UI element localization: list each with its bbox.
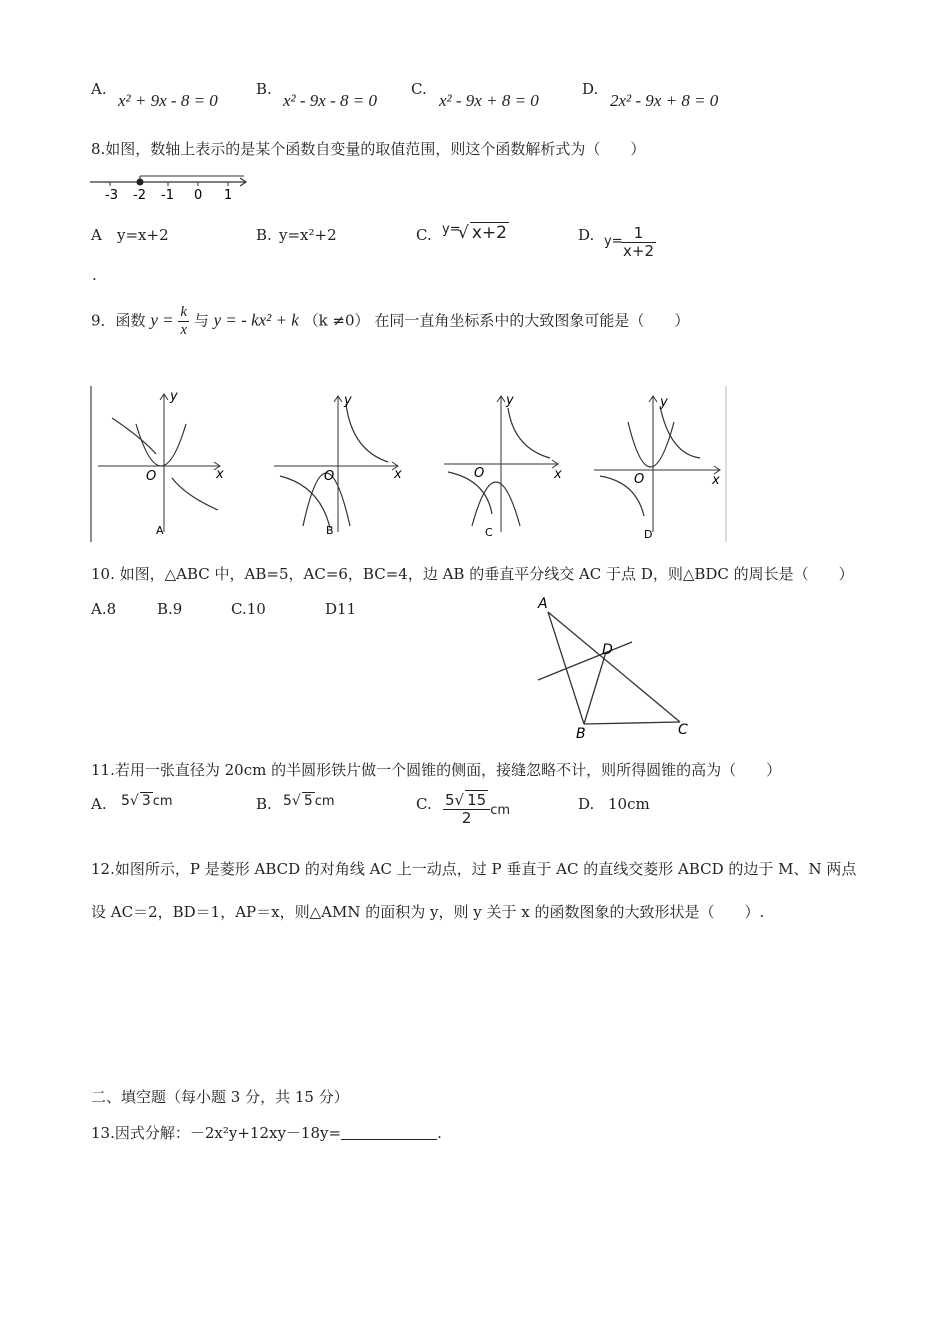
q7-option-a-label: A. bbox=[91, 80, 107, 98]
q11-option-a-expr: 5√ 3 cm bbox=[121, 793, 173, 809]
q7-option-c-label: C. bbox=[411, 80, 427, 98]
q8-number-line bbox=[88, 172, 253, 204]
q7-option-d-label: D. bbox=[582, 80, 599, 98]
graph-d bbox=[594, 395, 720, 541]
graph-a bbox=[98, 389, 224, 537]
q9-number: 9．函数 bbox=[91, 311, 146, 330]
q8-trailing-dot: . bbox=[92, 266, 97, 284]
radicand: 15 bbox=[467, 791, 487, 809]
numerator: 1 bbox=[621, 226, 656, 243]
graph-label: A bbox=[156, 524, 164, 537]
q9-y1: y = bbox=[150, 310, 174, 330]
q8-option-c-prefix: y= bbox=[442, 222, 461, 237]
graph-c bbox=[444, 393, 562, 539]
q7-option-c-equation: x² - 9x + 8 = 0 bbox=[439, 91, 539, 110]
radicand: 5 bbox=[303, 793, 313, 809]
q7-option-d-equation: 2x² - 9x + 8 = 0 bbox=[610, 91, 719, 110]
axis-y-label: y bbox=[170, 389, 178, 404]
coef: 5 bbox=[121, 793, 130, 809]
q13 bbox=[91, 1122, 442, 1143]
numerator: k bbox=[180, 304, 188, 320]
q12-line-2: 设 AC＝2，BD＝1，AP＝x，则△AMN 的面积为 y，则 y 关于 x 的函数图象的大致形状是（ ）. bbox=[91, 903, 765, 921]
origin-label: O bbox=[146, 469, 157, 484]
q8-option-b-label: B. bbox=[256, 226, 272, 244]
q11-option-b-expr: 5√ 5 cm bbox=[283, 793, 335, 809]
fraction bbox=[443, 793, 490, 826]
q13-stem: 13.因式分解：－2x²y+12xy－18y= bbox=[91, 1124, 342, 1142]
q8-option-c-label: C. bbox=[416, 226, 432, 244]
graph-b bbox=[274, 393, 402, 537]
tick-label: -2 bbox=[133, 188, 146, 203]
q8-option-c-radical: √ x+2 bbox=[458, 223, 507, 243]
origin-label: O bbox=[324, 469, 335, 484]
tick-label: 0 bbox=[194, 188, 203, 203]
q9-y2: y = - kx² + k bbox=[213, 310, 299, 330]
point-c-label: C bbox=[678, 722, 688, 738]
q8-option-d-prefix: y= bbox=[604, 234, 623, 249]
q8-option-a-label: A bbox=[91, 226, 102, 244]
graph-label: D bbox=[644, 528, 653, 541]
q9-graphs-figure bbox=[88, 382, 730, 544]
q7-option-a-equation: x² + 9x - 8 = 0 bbox=[118, 91, 218, 110]
axis-x-label: x bbox=[216, 467, 224, 482]
q11-option-d-text: 10cm bbox=[608, 795, 650, 813]
q10-option-a: A.8 bbox=[91, 600, 117, 618]
origin-label: O bbox=[474, 466, 485, 481]
q11-option-b-label: B. bbox=[256, 795, 272, 813]
q8-option-d-fraction bbox=[621, 226, 656, 259]
q10-option-c: C.10 bbox=[231, 600, 266, 618]
q8-option-d-label: D. bbox=[578, 226, 595, 244]
denominator: x bbox=[180, 322, 188, 338]
coef: 5 bbox=[445, 791, 455, 809]
q9-and: 与 bbox=[193, 311, 209, 330]
q11-option-c-label: C. bbox=[416, 795, 432, 813]
q11-option-d-label: D. bbox=[578, 795, 595, 813]
q10-option-d: D11 bbox=[325, 600, 357, 618]
q13-answer-blank[interactable] bbox=[341, 1125, 437, 1140]
q8-option-a-text: y=x+2 bbox=[117, 226, 169, 244]
q10-triangle-figure bbox=[530, 592, 700, 740]
axis-y-label: y bbox=[660, 395, 668, 410]
q9-fraction bbox=[178, 305, 189, 338]
axis-x-label: x bbox=[394, 467, 402, 482]
unit: cm bbox=[152, 794, 173, 809]
numerator: 5√ 15 bbox=[443, 793, 490, 810]
coef: 5 bbox=[283, 793, 292, 809]
q9-stem bbox=[91, 305, 689, 338]
axis-y-label: y bbox=[344, 393, 352, 408]
tick-label: -3 bbox=[105, 188, 118, 203]
q13-end: . bbox=[437, 1124, 442, 1142]
axis-x-label: x bbox=[554, 467, 562, 482]
unit: cm bbox=[490, 803, 511, 818]
tick-label: 1 bbox=[224, 188, 233, 203]
q11-stem: 11.若用一张直径为 20cm 的半圆形铁片做一个圆锥的侧面，接缝忽略不计，则所得圆锥的高为（ ） bbox=[91, 761, 782, 779]
axis-y-label: y bbox=[506, 393, 514, 408]
tick-label: -1 bbox=[161, 188, 174, 203]
graph-label: C bbox=[485, 526, 493, 539]
q9-tail: 在同一直角坐标系中的大致图象可能是（ ） bbox=[374, 311, 690, 330]
q8-option-b-text: y=x²+2 bbox=[279, 226, 337, 244]
axis-x-label: x bbox=[712, 473, 720, 488]
radicand: x+2 bbox=[471, 223, 507, 243]
point-a-label: A bbox=[538, 596, 548, 612]
q12-line-1: 12.如图所示，P 是菱形 ABCD 的对角线 AC 上一动点，过 P 垂直于 AC 的直线交菱形 ABCD 的边于 M、N 两点 bbox=[91, 860, 857, 878]
origin-label: O bbox=[634, 472, 645, 487]
point-b-label: B bbox=[576, 726, 586, 740]
q10-option-b: B.9 bbox=[157, 600, 183, 618]
denominator: x+2 bbox=[623, 242, 654, 260]
graph-label: B bbox=[326, 524, 334, 537]
q7-option-b-equation: x² - 9x - 8 = 0 bbox=[283, 91, 377, 110]
radicand: 3 bbox=[141, 793, 151, 809]
q8-stem: 8.如图，数轴上表示的是某个函数自变量的取值范围，则这个函数解析式为（ ） bbox=[91, 140, 646, 158]
denominator: 2 bbox=[461, 809, 472, 827]
section-2-title: 二、填空题（每小题 3 分，共 15 分） bbox=[91, 1088, 349, 1106]
q11-option-a-label: A. bbox=[91, 795, 107, 813]
q7-option-b-label: B. bbox=[256, 80, 272, 98]
q11-option-c-expr bbox=[443, 793, 510, 826]
unit: cm bbox=[314, 794, 335, 809]
point-d-label: D bbox=[602, 642, 613, 658]
q10-stem: 10. 如图，△ABC 中，AB=5，AC=6，BC=4，边 AB 的垂直平分线交 AC 于点 D，则△BDC 的周长是（ ） bbox=[91, 565, 854, 583]
q9-condition: （k ≠0） bbox=[303, 311, 370, 330]
